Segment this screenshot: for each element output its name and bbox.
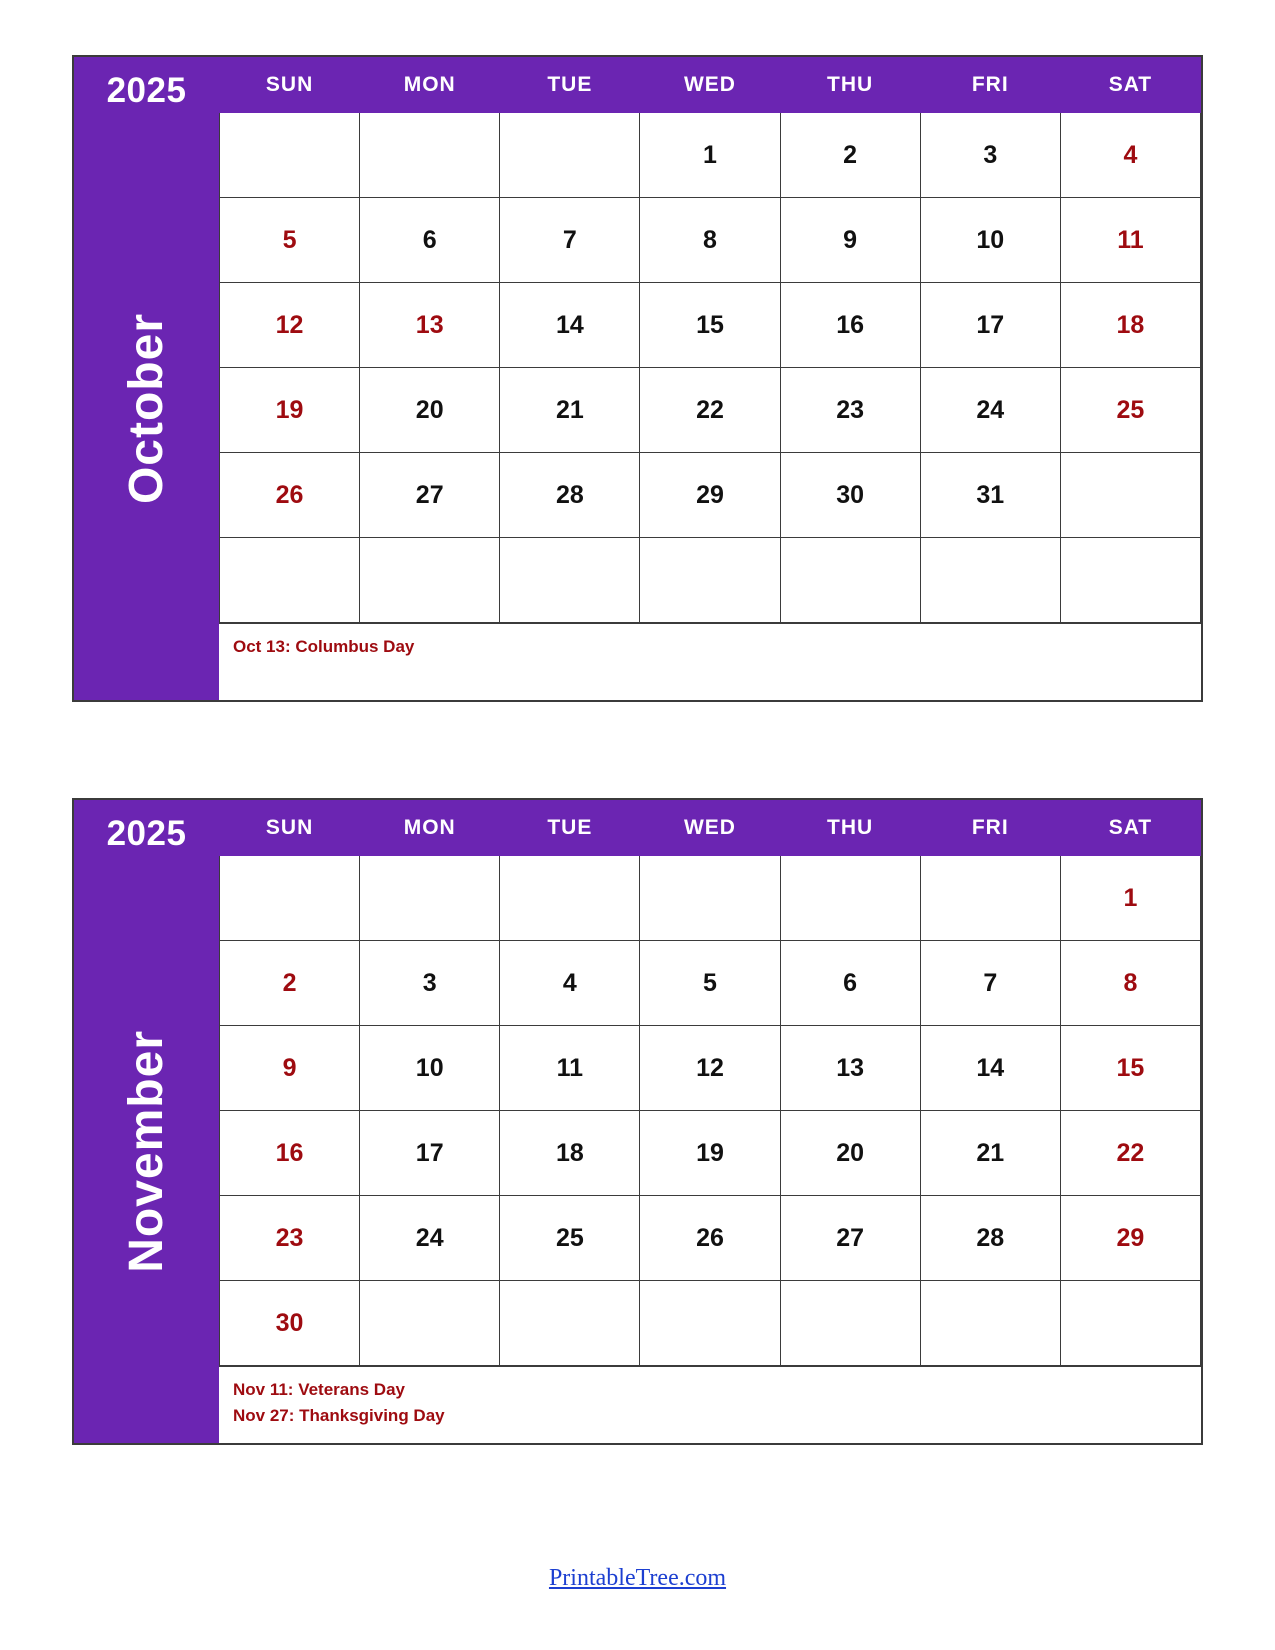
- day-cell[interactable]: [1060, 1281, 1200, 1366]
- day-cell[interactable]: 18: [500, 1111, 640, 1196]
- day-cell[interactable]: 26: [640, 1196, 780, 1281]
- day-cell[interactable]: 7: [920, 941, 1060, 1026]
- day-cell[interactable]: 8: [640, 198, 780, 283]
- day-cell[interactable]: 18: [1060, 283, 1200, 368]
- weekday-wed: WED: [640, 801, 780, 856]
- day-cell[interactable]: [920, 1281, 1060, 1366]
- day-cell[interactable]: 22: [1060, 1111, 1200, 1196]
- week-row: [220, 941, 1201, 1026]
- day-cell[interactable]: 19: [220, 368, 360, 453]
- day-cell[interactable]: [640, 538, 780, 623]
- day-cell[interactable]: 5: [640, 941, 780, 1026]
- month-block-october: [72, 55, 1203, 702]
- day-cell[interactable]: [780, 1281, 920, 1366]
- weekday-sat: SAT: [1060, 801, 1200, 856]
- day-cell[interactable]: [1060, 538, 1200, 623]
- week-row: [220, 1196, 1201, 1281]
- month-spine-october: [74, 57, 219, 700]
- day-cell[interactable]: 17: [360, 1111, 500, 1196]
- day-cell[interactable]: 10: [360, 1026, 500, 1111]
- weekday-sat: SAT: [1060, 58, 1200, 113]
- weekday-thu: THU: [780, 801, 920, 856]
- week-row: [220, 1026, 1201, 1111]
- day-cell[interactable]: 13: [780, 1026, 920, 1111]
- day-cell[interactable]: 14: [500, 283, 640, 368]
- day-cell[interactable]: 5: [220, 198, 360, 283]
- year-label-november: 2025: [106, 814, 187, 853]
- weekday-header-row: [220, 58, 1201, 113]
- day-cell[interactable]: 24: [920, 368, 1060, 453]
- day-cell[interactable]: 25: [1060, 368, 1200, 453]
- day-cell[interactable]: 17: [920, 283, 1060, 368]
- day-cell[interactable]: 28: [920, 1196, 1060, 1281]
- month-spine-november: [74, 800, 219, 1443]
- day-cell[interactable]: [920, 538, 1060, 623]
- day-cell[interactable]: [360, 538, 500, 623]
- weekday-mon: MON: [360, 58, 500, 113]
- day-cell[interactable]: 31: [920, 453, 1060, 538]
- month-name-october: [74, 117, 219, 700]
- day-cell[interactable]: [780, 856, 920, 941]
- footer: [0, 1565, 1275, 1592]
- day-cell[interactable]: [360, 113, 500, 198]
- weekday-header-row: [220, 801, 1201, 856]
- day-cell[interactable]: 24: [360, 1196, 500, 1281]
- day-cell[interactable]: 11: [1060, 198, 1200, 283]
- day-cell[interactable]: 6: [360, 198, 500, 283]
- day-cell[interactable]: 20: [780, 1111, 920, 1196]
- day-cell[interactable]: [500, 113, 640, 198]
- day-cell[interactable]: 1: [640, 113, 780, 198]
- calendar-table-november: [219, 800, 1201, 1366]
- week-row: [220, 856, 1201, 941]
- day-cell[interactable]: 9: [220, 1026, 360, 1111]
- day-cell[interactable]: 11: [500, 1026, 640, 1111]
- month-name-text: October: [119, 312, 173, 505]
- day-cell[interactable]: 4: [500, 941, 640, 1026]
- day-cell[interactable]: 15: [1060, 1026, 1200, 1111]
- day-cell[interactable]: [360, 1281, 500, 1366]
- day-cell[interactable]: 9: [780, 198, 920, 283]
- day-cell[interactable]: 12: [640, 1026, 780, 1111]
- day-cell[interactable]: 15: [640, 283, 780, 368]
- day-cell[interactable]: [640, 1281, 780, 1366]
- holiday-notes-october: [219, 623, 1201, 700]
- day-cell[interactable]: [500, 1281, 640, 1366]
- day-cell[interactable]: 30: [780, 453, 920, 538]
- day-cell[interactable]: 30: [220, 1281, 360, 1366]
- day-cell[interactable]: 12: [220, 283, 360, 368]
- calendar-table-october: [219, 57, 1201, 623]
- day-cell[interactable]: 10: [920, 198, 1060, 283]
- day-cell[interactable]: 29: [640, 453, 780, 538]
- day-cell[interactable]: 6: [780, 941, 920, 1026]
- day-cell[interactable]: 25: [500, 1196, 640, 1281]
- week-row: [220, 113, 1201, 198]
- day-cell[interactable]: 1: [1060, 856, 1200, 941]
- day-cell-holiday[interactable]: 13: [360, 283, 500, 368]
- week-row: [220, 283, 1201, 368]
- day-cell[interactable]: [640, 856, 780, 941]
- day-cell[interactable]: 2: [220, 941, 360, 1026]
- day-cell[interactable]: 7: [500, 198, 640, 283]
- week-row: [220, 198, 1201, 283]
- day-cell[interactable]: [220, 113, 360, 198]
- day-cell[interactable]: 21: [920, 1111, 1060, 1196]
- week-row: [220, 1281, 1201, 1366]
- day-cell[interactable]: [500, 538, 640, 623]
- day-cell[interactable]: 3: [920, 113, 1060, 198]
- day-cell[interactable]: 29: [1060, 1196, 1200, 1281]
- month-name-text: November: [119, 1030, 173, 1273]
- day-cell[interactable]: [500, 856, 640, 941]
- weekday-mon: MON: [360, 801, 500, 856]
- day-cell[interactable]: 28: [500, 453, 640, 538]
- week-row: [220, 538, 1201, 623]
- weekday-wed: WED: [640, 58, 780, 113]
- day-cell[interactable]: [220, 538, 360, 623]
- day-cell[interactable]: [220, 856, 360, 941]
- day-cell[interactable]: 20: [360, 368, 500, 453]
- holiday-note: Nov 27: Thanksgiving Day: [233, 1406, 445, 1426]
- day-cell[interactable]: 8: [1060, 941, 1200, 1026]
- weekday-fri: FRI: [920, 801, 1060, 856]
- day-cell[interactable]: 16: [220, 1111, 360, 1196]
- holiday-note: Nov 11: Veterans Day: [233, 1380, 405, 1399]
- site-link[interactable]: PrintableTree.com: [548, 1565, 727, 1591]
- holiday-note: Oct 13: Columbus Day: [233, 637, 415, 656]
- day-cell[interactable]: 14: [920, 1026, 1060, 1111]
- day-cell[interactable]: 21: [500, 368, 640, 453]
- day-cell[interactable]: [780, 538, 920, 623]
- day-cell[interactable]: 19: [640, 1111, 780, 1196]
- day-cell[interactable]: 2: [780, 113, 920, 198]
- week-row: [220, 368, 1201, 453]
- weekday-sun: SUN: [220, 801, 360, 856]
- weekday-fri: FRI: [920, 58, 1060, 113]
- day-cell[interactable]: 16: [780, 283, 920, 368]
- week-row: [220, 1111, 1201, 1196]
- day-cell[interactable]: 26: [220, 453, 360, 538]
- weekday-tue: TUE: [500, 801, 640, 856]
- day-cell[interactable]: [1060, 453, 1200, 538]
- day-cell[interactable]: [360, 856, 500, 941]
- day-cell[interactable]: 27: [360, 453, 500, 538]
- day-cell[interactable]: 27: [780, 1196, 920, 1281]
- day-cell[interactable]: 4: [1060, 113, 1200, 198]
- day-cell[interactable]: [920, 856, 1060, 941]
- year-label-october: 2025: [106, 71, 187, 110]
- day-cell[interactable]: 23: [780, 368, 920, 453]
- day-cell[interactable]: 22: [640, 368, 780, 453]
- weekday-sun: SUN: [220, 58, 360, 113]
- month-block-november: [72, 798, 1203, 1445]
- day-cell[interactable]: 3: [360, 941, 500, 1026]
- week-row: [220, 453, 1201, 538]
- weekday-tue: TUE: [500, 58, 640, 113]
- month-name-november: [74, 860, 219, 1443]
- day-cell[interactable]: 23: [220, 1196, 360, 1281]
- holiday-notes-november: [219, 1366, 1201, 1443]
- weekday-thu: THU: [780, 58, 920, 113]
